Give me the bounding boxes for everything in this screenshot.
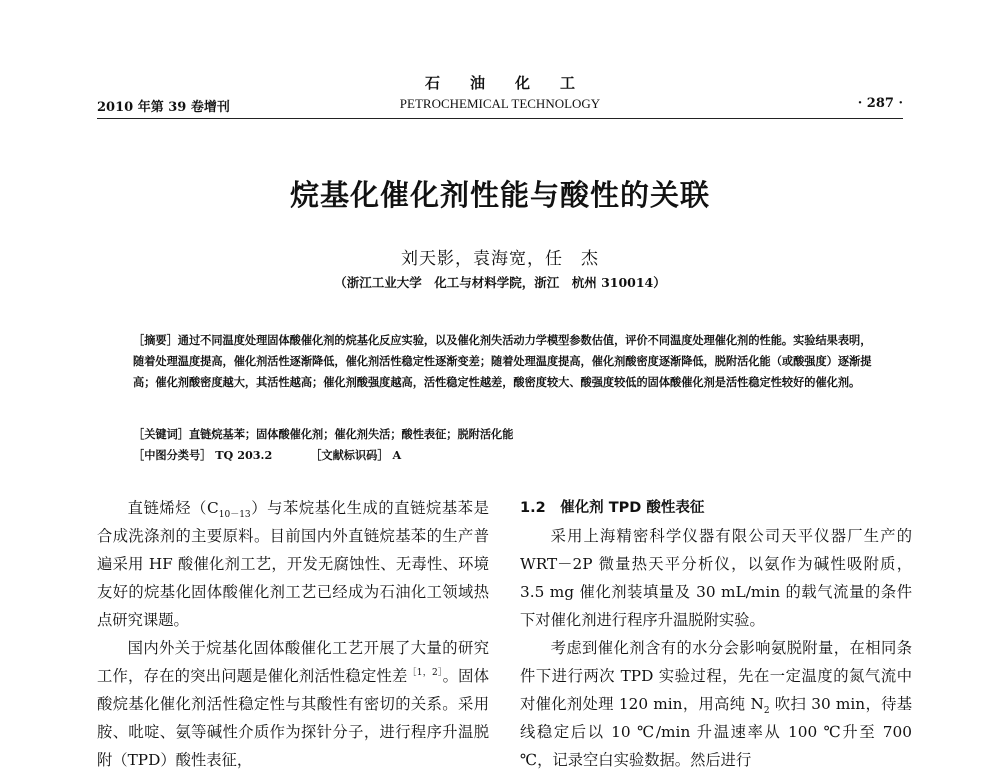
body-paragraph: 直链烯烃$(C_{10-13})$与苯烷基化生成的直链烷基苯是合成洗涤剂的主要原料。目前国内外直链烷基苯的生产普遍采用 HF 酸催化剂工艺，开发无腐蚀性、无毒性、环境友好的烷基化固体酸催化剂工艺已经成为石油化工领域热点研究课题。 bbox=[97, 499, 489, 629]
body-column-left bbox=[97, 494, 489, 774]
abstract-text: 通过不同温度处理固体酸催化剂的烷基化反应实验，以及催化剂失活动力学模型参数估值，评价不同温度处理催化剂的性能。实验结果表明，随着处理温度提高，催化剂活性逐渐降低，催化剂活性稳定性逐渐变差；随着处理温度提高，催化剂酸密度逐渐降低，脱附活化能（或酸强度）逐渐提高；催化剂酸密度越大，其活性越高；催化剂酸强度越高，活性稳定性越差，酸密度较大、酸强度较低的固体酸催化剂是活性稳定性较好的催化剂。 bbox=[133, 333, 872, 389]
keywords-label: ［关键词］ bbox=[133, 427, 189, 441]
section-heading: 1.2 催化剂 TPD 酸性表征 bbox=[520, 500, 705, 516]
clc-value: TQ 203.2 bbox=[215, 448, 273, 462]
article-authors: 刘天影，袁海宽，任 杰 bbox=[401, 249, 599, 269]
journal-name-en: PETROCHEMICAL TECHNOLOGY bbox=[399, 96, 601, 111]
keywords-text: 直链烷基苯；固体酸催化剂；催化剂失活；酸性表征；脱附活化能 bbox=[188, 427, 514, 441]
abstract-label: ［摘要］ bbox=[133, 333, 178, 347]
running-header bbox=[97, 96, 903, 116]
header-divider bbox=[97, 118, 903, 119]
body-column-right bbox=[520, 494, 912, 774]
clc-item bbox=[133, 447, 272, 463]
citation-ref: ［1，2］ bbox=[407, 667, 443, 678]
body-paragraph: 考虑到催化剂含有的水分会影响氨脱附量，在相同条件下进行两次 TPD 实验过程，先在一定温度的氮气流中对催化剂处理 120 min，用高纯 $N_2$ 吹扫 30 min，待基线稳定后以 10 ℃/min 升温速率从 100 ℃升至 700 ℃，记录空白实验数据。然后进行 bbox=[520, 639, 913, 769]
abstract-block bbox=[133, 330, 878, 392]
doc-code-value: A bbox=[392, 448, 402, 462]
article-title: 烷基化催化剂性能与酸性的关联 bbox=[289, 178, 710, 212]
page-number: · 287 · bbox=[857, 96, 903, 111]
author-affiliation: （浙江工业大学 化工与材料学院，浙江 杭州 310014） bbox=[334, 275, 666, 290]
body-paragraph: 国内外关于烷基化固体酸催化工艺开展了大量的研究工作，存在的突出问题是催化剂活性稳定性差$^{[1,2]}$。固体酸烷基化催化剂活性稳定性与其酸性有密切的关系。采用胺、吡啶、氨等碱性介质作为探针分子，进行程序升温脱附（TPD）酸性表征， bbox=[97, 639, 489, 769]
journal-name-cn: 石油化工 bbox=[424, 74, 605, 92]
doc-code-item bbox=[310, 447, 401, 463]
clc-label: ［中图分类号］ bbox=[133, 448, 212, 462]
keywords-line bbox=[133, 426, 878, 442]
body-paragraph: 采用上海精密科学仪器有限公司天平仪器厂生产的 WRT－2P 微量热天平分析仪，以氨作为碱性吸附质，3.5 mg 催化剂装填量及 30 mL/min 的载气流量的条件下对催化剂进行程序升温脱附实验。 bbox=[520, 527, 912, 629]
classification-line bbox=[133, 447, 878, 463]
doc-code-label: ［文献标识码］ bbox=[310, 448, 389, 462]
issue-label: 2010 年第 39 卷增刊 bbox=[97, 100, 230, 115]
